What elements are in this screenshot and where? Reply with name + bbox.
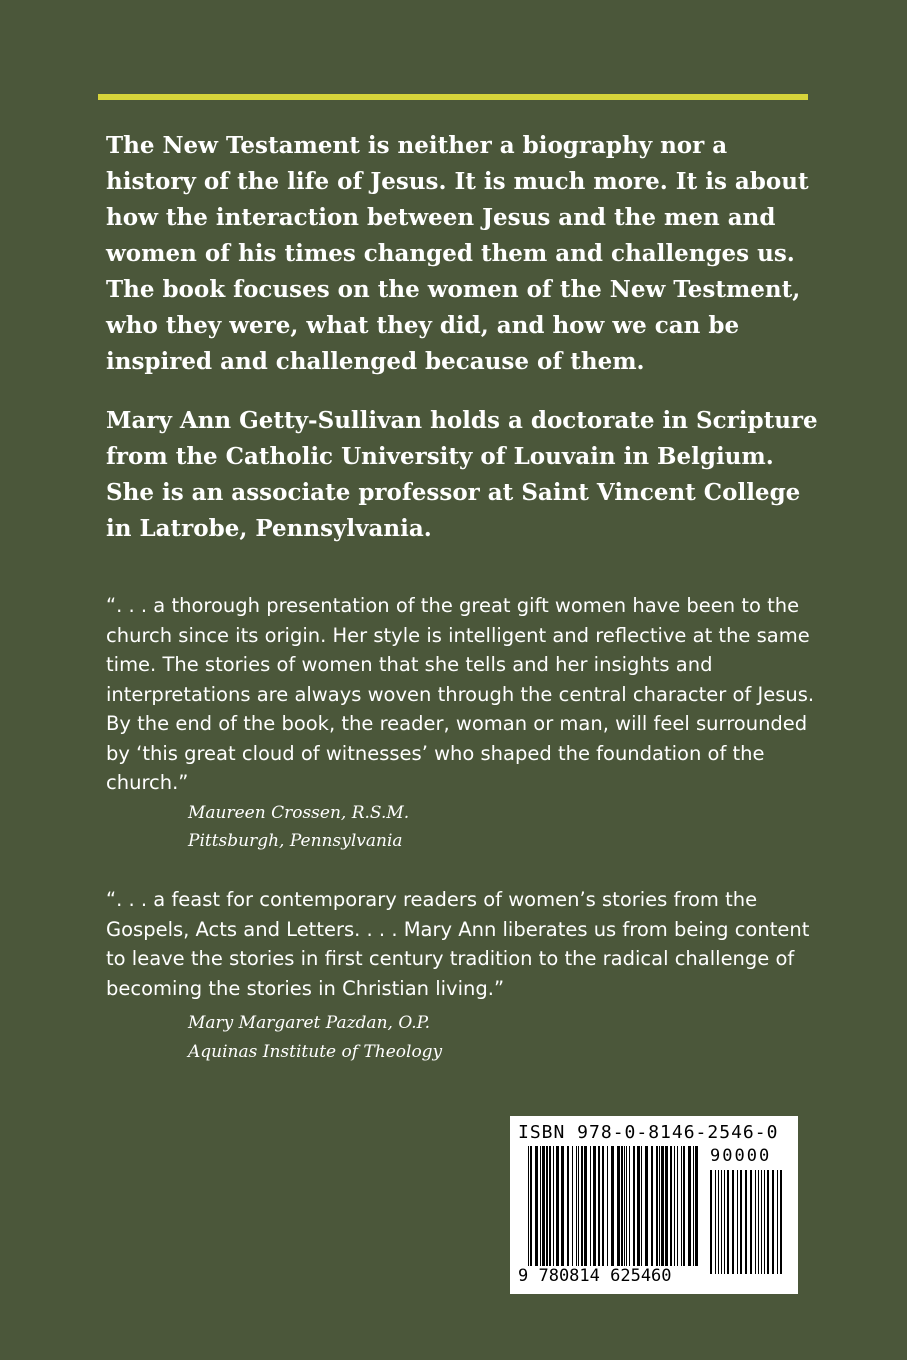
barcode-bar — [590, 1146, 591, 1266]
barcode-bar — [572, 1146, 573, 1266]
barcode-bar — [688, 1146, 691, 1266]
barcode-bar — [567, 1146, 569, 1266]
isbn-barcode — [510, 1116, 798, 1294]
barcode-bar — [651, 1146, 653, 1266]
barcode-bar — [542, 1146, 545, 1266]
addon-bar — [732, 1170, 734, 1274]
addon-bar — [718, 1170, 719, 1274]
barcode-bar — [598, 1146, 600, 1266]
barcode-bar — [576, 1146, 577, 1266]
top-accent-rule — [98, 94, 808, 100]
barcode-bar — [641, 1146, 642, 1266]
barcode-bar — [693, 1146, 694, 1266]
addon-bar — [755, 1170, 756, 1274]
barcode-bar — [665, 1146, 668, 1266]
price-addon-digits: 90000 — [710, 1146, 772, 1166]
barcode-bar — [530, 1146, 532, 1266]
addon-bar — [764, 1170, 765, 1274]
addon-bar — [727, 1170, 729, 1274]
barcode-bar — [626, 1146, 627, 1266]
barcode-bar — [661, 1146, 664, 1266]
barcode-bar — [677, 1146, 678, 1266]
addon-bar — [745, 1170, 747, 1274]
barcode-bar — [611, 1146, 614, 1266]
barcode-bar — [556, 1146, 559, 1266]
barcode-bar — [624, 1146, 625, 1266]
description-paragraph: The New Testament is neither a biography nor a history of the life of Jesus. It is much more. It is about how the interaction between Jesus and the men and women of his times changed them and challenges us. The book focuses on the women of the New Testment, who they were, what they did, and how we can be inspired and challenged because of them. — [106, 132, 809, 375]
barcode-bar — [670, 1146, 672, 1266]
review-2-author: Mary Margaret Pazdan, O.P. — [188, 1013, 431, 1033]
addon-bar — [780, 1170, 782, 1274]
barcode-bar — [593, 1146, 596, 1266]
review-1-location: Pittsburgh, Pennsylvania — [188, 831, 403, 851]
barcode-bar — [621, 1146, 623, 1266]
author-bio-paragraph: Mary Ann Getty-Sullivan holds a doctorate in Scripture from the Catholic University of Louvain in Belgium. She is an associate professor at Saint Vincent College in Latrobe, Pennsylvania. — [106, 407, 818, 542]
barcode-bar — [553, 1146, 554, 1266]
addon-bar — [761, 1170, 762, 1274]
barcode-bar — [549, 1146, 551, 1266]
barcode-bar — [546, 1146, 548, 1266]
barcode-bar — [535, 1146, 538, 1266]
barcode-bar — [561, 1146, 564, 1266]
barcode-bar — [695, 1146, 698, 1266]
barcode-bar — [629, 1146, 630, 1266]
barcode-bar — [602, 1146, 604, 1266]
barcode-bar — [581, 1146, 583, 1266]
addon-bar — [737, 1170, 738, 1274]
barcode-bar — [607, 1146, 608, 1266]
addon-bar — [772, 1170, 774, 1274]
barcode-bar — [674, 1146, 675, 1266]
isbn-number: ISBN 978-0-8146-2546-0 — [518, 1122, 779, 1143]
addon-bar — [777, 1170, 778, 1274]
addon-bar — [724, 1170, 725, 1274]
barcode-bar — [659, 1146, 660, 1266]
barcode-bar — [528, 1146, 529, 1266]
barcode-bar — [645, 1146, 648, 1266]
addon-bar — [721, 1170, 722, 1274]
review-2-location: Aquinas Institute of Theology — [188, 1042, 443, 1062]
barcode-bar — [681, 1146, 682, 1266]
barcode-bar — [633, 1146, 635, 1266]
ean-digits: 9 780814 625460 — [518, 1266, 672, 1286]
barcode-bar — [683, 1146, 685, 1266]
addon-bar — [710, 1170, 712, 1274]
addon-bar — [740, 1170, 742, 1274]
review-quote-1: “. . . a thorough presentation of the great gift women have been to the church since its origin. Her style is intelligent and reflective at the same time. The stories of women that she tells and her insights and interpretations are always woven through the central character of Jesus. By the end of the book, the reader, woman or man, will feel surrounded by ‘this great cloud of witnesses’ who shaped the foundation of the church.” — [106, 594, 815, 794]
review-1-author: Maureen Crossen, R.S.M. — [188, 803, 410, 823]
barcode-bar — [656, 1146, 658, 1266]
barcode-bar — [578, 1146, 579, 1266]
review-quote-2: “. . . a feast for contemporary readers of women’s stories from the Gospels, Acts and Letters. . . . Mary Ann liberates us from being content to leave the stories in first century tradition to the radical challenge of becoming the stories in Christian living.” — [106, 888, 810, 1000]
barcode-bar — [540, 1146, 541, 1266]
barcode-bar — [584, 1146, 587, 1266]
addon-bar — [715, 1170, 716, 1274]
addon-bar — [767, 1170, 769, 1274]
addon-bar — [758, 1170, 759, 1274]
addon-bar — [750, 1170, 752, 1274]
barcode-bar — [637, 1146, 640, 1266]
barcode-bar — [617, 1146, 620, 1266]
